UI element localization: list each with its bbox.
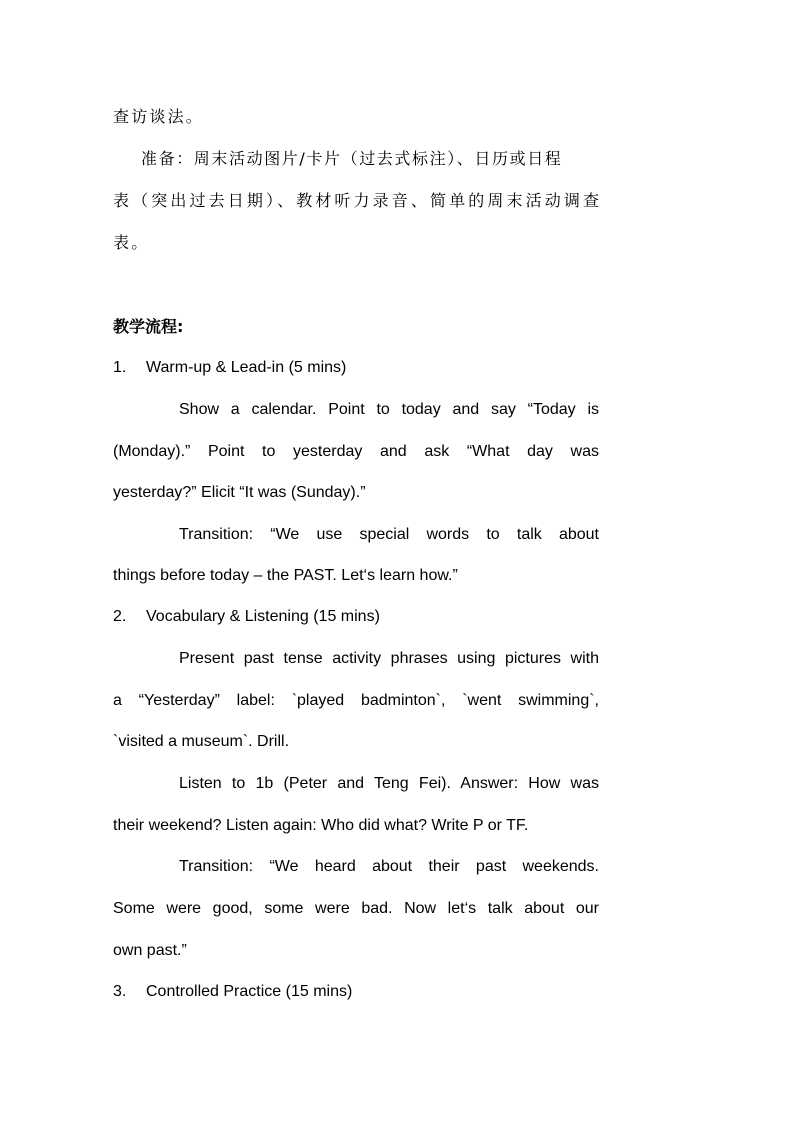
section-2-para-3-line-2: Some were good, some were bad. Now let‘s talk about our <box>113 900 599 917</box>
prep-line-3: 表。 <box>113 233 150 252</box>
section-1-para-2-line-1: Transition: “We use special words to talk about <box>179 526 599 543</box>
section-2-para-3-line-1: Transition: “We heard about their past weekends. <box>179 858 599 875</box>
prep-line-2: 表（突出过去日期）、教材听力录音、简单的周末活动调查 <box>113 191 599 210</box>
section-2-para-1-line-1: Present past tense activity phrases using pictures with <box>179 650 599 667</box>
section-1-para-1-line-2: (Monday).” Point to yesterday and ask “What day was <box>113 443 599 460</box>
prep-line-1: 准备：周末活动图片/卡片（过去式标注）、日历或日程 <box>141 149 563 168</box>
section-1-number: 1. <box>113 359 127 376</box>
section-1-para-1-line-3: yesterday?” Elicit “It was (Sunday).” <box>113 484 366 501</box>
section-1-para-1-line-1: Show a calendar. Point to today and say “Today is <box>179 401 599 418</box>
section-3-heading: Controlled Practice (15 mins) <box>146 983 353 1000</box>
section-2-number: 2. <box>113 608 127 625</box>
prep-line-0: 查访谈法。 <box>113 107 205 126</box>
section-2-para-1-line-2: a “Yesterday” label: `played badminton`, `went swimming`, <box>113 692 599 709</box>
section-2-para-2-line-1: Listen to 1b (Peter and Teng Fei). Answer: How was <box>179 775 599 792</box>
teaching-flow-title: 教学流程: <box>113 317 184 336</box>
section-2-heading: Vocabulary & Listening (15 mins) <box>146 608 380 625</box>
section-3-number: 3. <box>113 983 127 1000</box>
section-1-heading: Warm-up & Lead-in (5 mins) <box>146 359 347 376</box>
section-1-para-2-line-2: things before today – the PAST. Let‘s learn how.” <box>113 567 458 584</box>
section-2-para-3-line-3: own past.” <box>113 942 187 959</box>
section-2-para-1-line-3: `visited a museum`. Drill. <box>113 733 290 750</box>
section-2-para-2-line-2: their weekend? Listen again: Who did what? Write P or TF. <box>113 817 529 834</box>
